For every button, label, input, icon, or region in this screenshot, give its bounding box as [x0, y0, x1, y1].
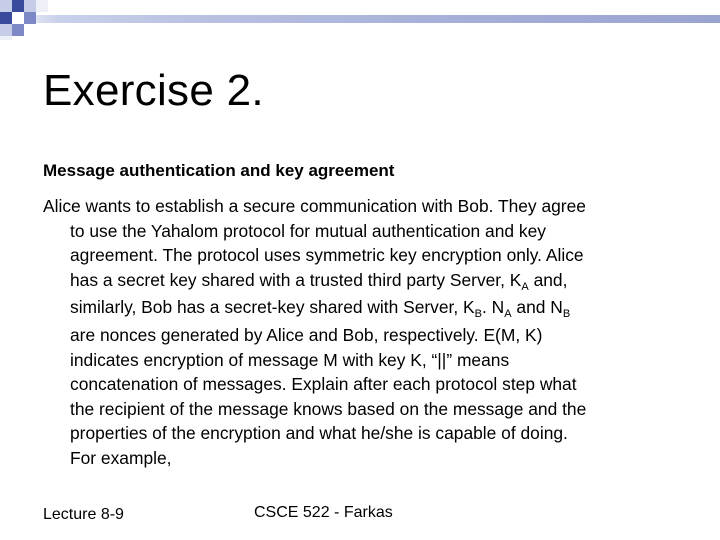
body-line: agreement. The protocol uses symmetric key encryption only. Alice — [70, 245, 584, 266]
body-line: indicates encryption of message M with key K, “||” means — [70, 349, 510, 370]
body-text-span: similarly, Bob has a secret-key shared with Server, K — [70, 297, 475, 318]
slide-subtitle: Message authentication and key agreement — [43, 161, 395, 180]
body-text-span: has a secret key shared with a trusted third party Server, K — [70, 269, 522, 290]
body-text-span: and, — [528, 269, 568, 290]
footer-lecture: Lecture 8-9 — [43, 506, 124, 523]
body-line — [43, 268, 683, 296]
body-text-span: and N — [511, 297, 563, 318]
title-rule — [0, 15, 720, 23]
subscript: A — [504, 308, 512, 321]
subscript: B — [474, 308, 482, 321]
body-line: concatenation of messages. Explain after each protocol step what — [70, 374, 577, 395]
corner-decoration — [0, 0, 56, 40]
footer-course: CSCE 522 - Farkas — [254, 504, 393, 521]
body-line: properties of the encryption and what he/she is capable of doing. — [70, 423, 568, 444]
body-text-span: . N — [482, 297, 505, 318]
subscript: A — [521, 280, 529, 293]
body-line: are nonces generated by Alice and Bob, respectively. E(M, K) — [70, 324, 543, 345]
body-paragraph — [43, 194, 683, 471]
body-line: the recipient of the message knows based on the message and the — [70, 398, 587, 419]
body-line: to use the Yahalom protocol for mutual authentication and key — [70, 220, 546, 241]
slide-title: Exercise 2. — [43, 66, 264, 115]
body-line — [43, 295, 683, 323]
body-line: For example, — [70, 447, 172, 468]
body-line: Alice wants to establish a secure communication with Bob. They agree — [43, 196, 586, 216]
subscript: B — [562, 308, 571, 321]
